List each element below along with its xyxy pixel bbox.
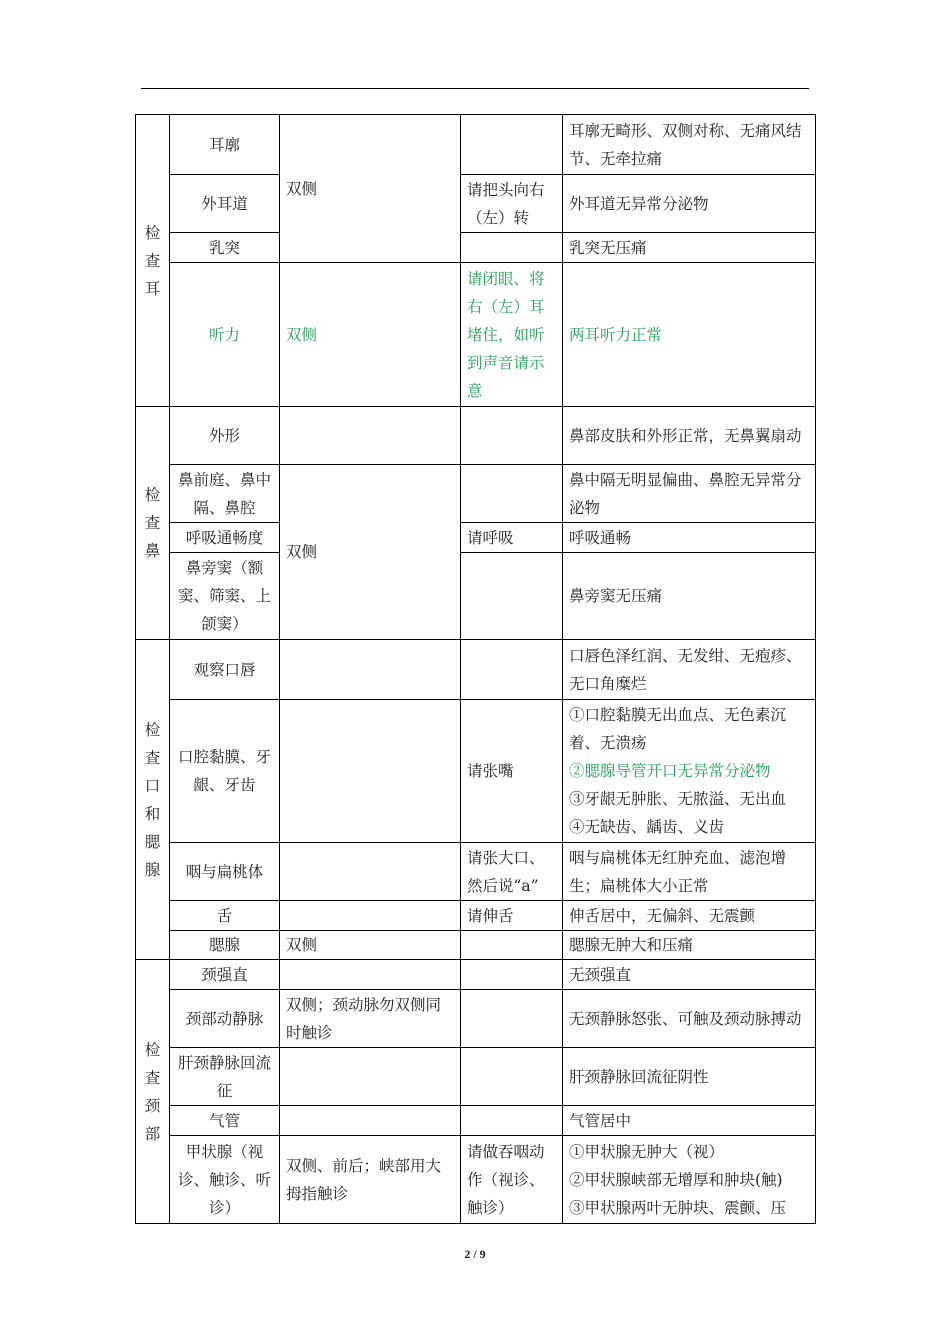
part-cell: 气管 (170, 1106, 280, 1136)
method-cell (280, 700, 461, 843)
table-row (136, 1136, 816, 1224)
method-cell: 双侧；颈动脉勿双侧同时触诊 (280, 990, 461, 1048)
finding-cell: 耳廓无畸形、双侧对称、无痛风结节、无牵拉痛 (563, 115, 816, 175)
method-cell (280, 407, 461, 465)
finding-line: ②甲状腺峡部无增厚和肿块(触) (569, 1170, 783, 1189)
table-row (136, 523, 816, 553)
part-cell: 外形 (170, 407, 280, 465)
finding-cell: 腮腺无肿大和压痛 (563, 931, 816, 960)
table-row (136, 931, 816, 960)
exam-table (135, 114, 816, 1224)
instruction-cell: 请呼吸 (461, 523, 563, 553)
method-cell: 双侧、前后；峡部用大拇指触诊 (280, 1136, 461, 1224)
table-row (136, 843, 816, 901)
instruction-cell (461, 407, 563, 465)
part-cell: 舌 (170, 901, 280, 931)
part-cell: 腮腺 (170, 931, 280, 960)
part-cell: 鼻前庭、鼻中隔、鼻腔 (170, 465, 280, 523)
table-row (136, 553, 816, 640)
table-row (136, 465, 816, 523)
table-row (136, 263, 816, 407)
finding-cell: 无颈静脉怒张、可触及颈动脉搏动 (563, 990, 816, 1048)
finding-cell: 伸舌居中，无偏斜、无震颤 (563, 901, 816, 931)
instruction-cell (461, 931, 563, 960)
section-ear: 检 查 耳 (136, 115, 170, 407)
table-row (136, 175, 816, 233)
instruction-cell (461, 1048, 563, 1106)
section-mouth: 检 查 口 和 腮 腺 (136, 640, 170, 960)
instruction-cell (461, 960, 563, 990)
part-cell: 口腔黏膜、牙龈、牙齿 (170, 700, 280, 843)
part-cell: 咽与扁桃体 (170, 843, 280, 901)
part-cell: 耳廓 (170, 115, 280, 175)
finding-cell: 无颈强直 (563, 960, 816, 990)
finding-line: ②腮腺导管开口无异常分泌物 (569, 762, 771, 780)
section-neck: 检 查 颈 部 (136, 960, 170, 1224)
table-row (136, 1048, 816, 1106)
instruction-cell (461, 553, 563, 640)
instruction-cell: 请把头向右（左）转 (461, 175, 563, 233)
part-cell: 乳突 (170, 233, 280, 263)
part-cell: 呼吸通畅度 (170, 523, 280, 553)
finding-line: ①甲状腺无肿大（视） (569, 1142, 725, 1161)
method-cell (280, 640, 461, 700)
finding-line: ④无缺齿、龋齿、义齿 (569, 818, 725, 836)
finding-cell: 肝颈静脉回流征阴性 (563, 1048, 816, 1106)
method-cell: 双侧 (280, 465, 461, 640)
finding-cell: 口唇色泽红润、无发绀、无疱疹、无口角糜烂 (563, 640, 816, 700)
part-cell: 颈强直 (170, 960, 280, 990)
method-cell: 双侧 (280, 115, 461, 263)
finding-cell: 乳突无压痛 (563, 233, 816, 263)
table-row (136, 640, 816, 700)
finding-cell: 外耳道无异常分泌物 (563, 175, 816, 233)
table-row (136, 990, 816, 1048)
method-cell: 双侧 (280, 931, 461, 960)
instruction-cell (461, 990, 563, 1048)
method-cell: 双侧 (280, 263, 461, 407)
table-row (136, 1106, 816, 1136)
finding-cell: 鼻旁窦无压痛 (563, 553, 816, 640)
finding-cell (563, 700, 816, 843)
finding-cell: 鼻部皮肤和外形正常，无鼻翼扇动 (563, 407, 816, 465)
table-row (136, 700, 816, 843)
table-row (136, 960, 816, 990)
method-cell (280, 843, 461, 901)
part-cell: 颈部动静脉 (170, 990, 280, 1048)
method-cell (280, 1048, 461, 1106)
table-row (136, 901, 816, 931)
method-cell (280, 901, 461, 931)
instruction-cell: 请张嘴 (461, 700, 563, 843)
part-cell: 肝颈静脉回流征 (170, 1048, 280, 1106)
part-cell: 甲状腺（视诊、触诊、听诊） (170, 1136, 280, 1224)
instruction-cell: 请张大口、然后说“a” (461, 843, 563, 901)
method-cell (280, 960, 461, 990)
instruction-cell (461, 115, 563, 175)
method-cell (280, 1106, 461, 1136)
finding-cell: 呼吸通畅 (563, 523, 816, 553)
instruction-cell (461, 640, 563, 700)
part-cell: 观察口唇 (170, 640, 280, 700)
finding-line: ③甲状腺两叶无肿块、震颤、压 (569, 1198, 787, 1217)
page-number: 2 / 9 (464, 1247, 486, 1261)
table-row (136, 115, 816, 175)
finding-cell: 两耳听力正常 (563, 263, 816, 407)
part-cell: 外耳道 (170, 175, 280, 233)
finding-cell: 鼻中隔无明显偏曲、鼻腔无异常分泌物 (563, 465, 816, 523)
instruction-cell: 请闭眼、将右（左）耳堵住，如听到声音请示意 (461, 263, 563, 407)
instruction-cell (461, 1106, 563, 1136)
finding-cell: 气管居中 (563, 1106, 816, 1136)
part-cell: 鼻旁窦（额窦、筛窦、上颌窦） (170, 553, 280, 640)
instruction-cell: 请做吞咽动作（视诊、触诊） (461, 1136, 563, 1224)
table-row (136, 407, 816, 465)
table-row (136, 233, 816, 263)
part-cell: 听力 (170, 263, 280, 407)
finding-cell (563, 1136, 816, 1224)
finding-cell: 咽与扁桃体无红肿充血、滤泡增生；扁桃体大小正常 (563, 843, 816, 901)
instruction-cell: 请伸舌 (461, 901, 563, 931)
instruction-cell (461, 233, 563, 263)
finding-line: ③牙龈无肿胀、无脓溢、无出血 (569, 790, 787, 808)
finding-line: ①口腔黏膜无出血点、无色素沉着、无溃疡 (569, 706, 787, 752)
instruction-cell (461, 465, 563, 523)
section-nose: 检 查 鼻 (136, 407, 170, 640)
header-rule (141, 88, 809, 89)
